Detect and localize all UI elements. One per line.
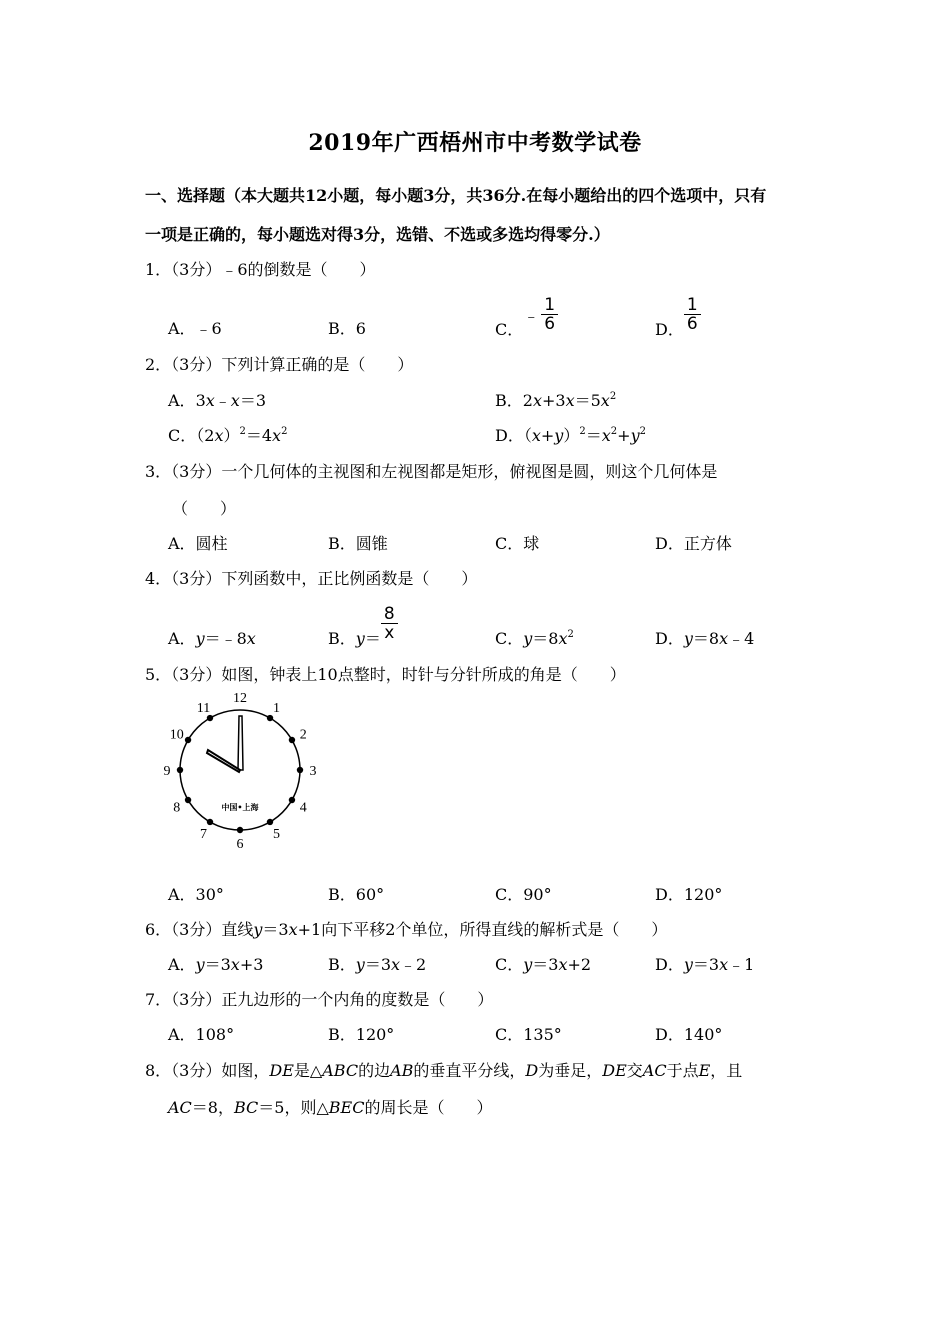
question-7-option-c: C．135°	[495, 1025, 562, 1044]
question-3-stem-line1: 3．（3分）一个几何体的主视图和左视图都是矩形，俯视图是圆，则这个几何体是	[145, 462, 718, 481]
fraction: $\frac{1}{6}$	[541, 296, 558, 333]
clock-tick-dot	[267, 819, 273, 825]
clock-tick-dot	[297, 767, 303, 773]
clock-tick-dot	[185, 737, 191, 743]
clock-tick-dot	[289, 797, 295, 803]
question-1-option-b: B．6	[328, 319, 366, 338]
clock-number: 5	[273, 827, 280, 843]
question-3-option-d: D．正方体	[655, 534, 732, 553]
question-2-stem: 2．（3分）下列计算正确的是（ ）	[145, 355, 414, 374]
question-6-stem: 6．（3分）直线y＝3x+1向下平移2个单位，所得直线的解析式是（ ）	[145, 920, 668, 939]
question-5-option-d: D．120°	[655, 885, 723, 904]
clock-number: 2	[299, 727, 307, 743]
question-6-option-b: B．y＝3x﹣2	[328, 955, 427, 974]
section-header-line2: 一项是正确的，每小题选对得3分，选错、不选或多选均得零分.）	[145, 225, 610, 244]
option-label: D．	[655, 320, 684, 339]
clock-number: 9	[163, 764, 171, 779]
question-5-option-c: C．90°	[495, 885, 552, 904]
question-6-option-c: C．y＝3x+2	[495, 955, 592, 974]
question-3-option-c: C．球	[495, 534, 540, 553]
clock-number: 6	[236, 837, 244, 848]
clock-brand: 中国•上海	[221, 803, 259, 812]
question-5-option-a: A．30°	[168, 885, 224, 904]
minus-sign: ﹣	[523, 306, 540, 325]
question-2-option-a: A．3x﹣x＝3	[168, 391, 267, 410]
clock-tick-dot	[185, 797, 191, 803]
clock-number: 3	[309, 764, 317, 779]
question-6-option-d: D．y＝3x﹣1	[655, 955, 755, 974]
question-1-option-c	[495, 289, 558, 340]
clock-tick-dot	[289, 737, 295, 743]
question-4-option-d: D．y＝8x﹣4	[655, 629, 755, 648]
option-label: C．	[495, 320, 524, 339]
question-4-option-b: B．y＝ $\frac{8}{x}$	[328, 598, 398, 649]
question-8-stem-line2: AC＝8，BC＝5，则△BEC的周长是（ ）	[168, 1098, 493, 1117]
question-7-stem: 7．（3分）正九边形的一个内角的度数是（ ）	[145, 990, 494, 1009]
question-8-stem-line1: 8．（3分）如图，DE是△ABC的边AB的垂直平分线，D为垂足，DE交AC于点E，且	[145, 1061, 743, 1080]
clock-tick-dot	[267, 715, 273, 721]
clock-number: 12	[233, 691, 247, 706]
clock-tick-dot	[207, 819, 213, 825]
question-7-option-a: A．108°	[168, 1025, 235, 1044]
question-4-option-a: A．y＝﹣8x	[168, 629, 256, 648]
clock-tick-dot	[237, 827, 243, 833]
question-7-option-d: D．140°	[655, 1025, 723, 1044]
question-1-option-d	[655, 289, 701, 340]
question-1-option-a: A．﹣6	[168, 319, 222, 338]
clock-number: 8	[173, 800, 181, 816]
question-2-option-b: B．$2x+3x=5x^2$	[495, 391, 617, 410]
question-4-stem: 4．（3分）下列函数中，正比例函数是（ ）	[145, 569, 478, 588]
question-5-stem: 5．（3分）如图，钟表上10点整时，时针与分针所成的角是（ ）	[145, 665, 626, 684]
clock-tick-dot	[177, 767, 183, 773]
clock-number: 4	[299, 800, 307, 816]
clock-number: 10	[169, 727, 184, 743]
question-2-option-c: C．$(2x)^2=4x^2$	[168, 426, 288, 445]
clock-number: 1	[273, 700, 280, 716]
fraction: $\frac{8}{x}$	[381, 605, 398, 642]
section-header-line1: 一、选择题（本大题共12小题，每小题3分，共36分.在每小题给出的四个选项中，只有	[145, 186, 767, 205]
clock-figure	[160, 688, 320, 848]
question-5-option-b: B．60°	[328, 885, 385, 904]
minute-hand	[238, 716, 243, 770]
question-3-stem-line2: （ ）	[172, 499, 237, 518]
question-3-option-b: B．圆锥	[328, 534, 388, 553]
question-6-option-a: A．y＝3x+3	[168, 955, 264, 974]
question-3-option-a: A．圆柱	[168, 534, 228, 553]
question-1-stem: 1．（3分）﹣6的倒数是（ ）	[145, 260, 376, 279]
clock-tick-dot	[207, 715, 213, 721]
page-title: 2019年广西梧州市中考数学试卷	[308, 130, 642, 156]
hour-hand	[207, 750, 240, 772]
clock-number: 11	[196, 700, 211, 716]
question-2-option-d: D．$(x+y)^2=x^2+y^2$	[495, 426, 646, 445]
fraction: $\frac{1}{6}$	[684, 296, 701, 333]
question-4-option-c: C．$y=8x^2$	[495, 629, 574, 648]
question-7-option-b: B．120°	[328, 1025, 395, 1044]
clock-number: 7	[200, 827, 207, 843]
